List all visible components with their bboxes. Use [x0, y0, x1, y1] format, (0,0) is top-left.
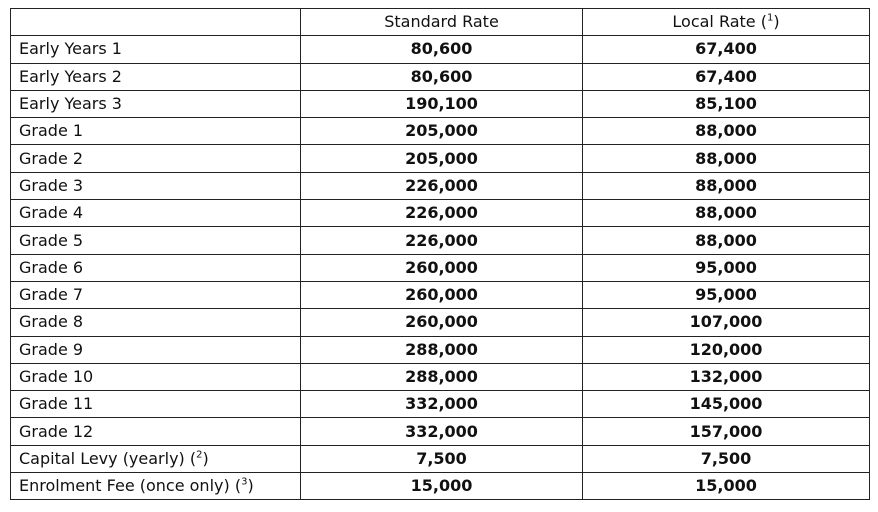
row-label-text: Grade 9	[19, 339, 84, 359]
standard-rate-cell: 205,000	[301, 145, 583, 172]
standard-rate-cell: 260,000	[301, 281, 583, 308]
standard-rate-cell: 332,000	[301, 391, 583, 418]
local-rate-cell: 88,000	[583, 145, 870, 172]
local-rate-cell: 67,400	[583, 63, 870, 90]
row-label-text: Enrolment Fee (once only)	[19, 476, 230, 496]
row-label-text: Grade 7	[19, 285, 84, 305]
header-row	[11, 9, 870, 36]
table-row	[11, 363, 870, 390]
standard-rate-cell: 80,600	[301, 63, 583, 90]
standard-rate-cell: 226,000	[301, 200, 583, 227]
row-label-text: Grade 12	[19, 421, 94, 441]
table-row	[11, 172, 870, 199]
standard-rate-cell: 7,500	[301, 445, 583, 472]
table-row	[11, 118, 870, 145]
row-label	[11, 63, 301, 90]
table-row	[11, 227, 870, 254]
row-label-text: Grade 11	[19, 394, 94, 414]
table-row	[11, 391, 870, 418]
header-blank-cell	[11, 9, 301, 36]
local-rate-cell: 107,000	[583, 309, 870, 336]
standard-rate-cell: 80,600	[301, 36, 583, 63]
local-rate-cell: 120,000	[583, 336, 870, 363]
standard-rate-cell: 260,000	[301, 309, 583, 336]
local-rate-cell: 88,000	[583, 200, 870, 227]
local-rate-cell: 88,000	[583, 227, 870, 254]
standard-rate-cell: 288,000	[301, 336, 583, 363]
table-row	[11, 254, 870, 281]
row-label	[11, 418, 301, 445]
table-row	[11, 418, 870, 445]
row-label: Enrolment Fee (once only) ($^3$)	[11, 473, 301, 500]
row-label	[11, 391, 301, 418]
header-local-label: Local Rate	[672, 12, 756, 32]
row-label	[11, 118, 301, 145]
table-row	[11, 200, 870, 227]
table-row	[11, 145, 870, 172]
standard-rate-cell: 205,000	[301, 118, 583, 145]
table-row	[11, 90, 870, 117]
row-label: Capital Levy (yearly) ($^2$)	[11, 445, 301, 472]
footnote-marker: 3	[241, 476, 248, 488]
local-rate-cell: 95,000	[583, 254, 870, 281]
row-label	[11, 172, 301, 199]
table-row	[11, 36, 870, 63]
local-rate-cell: 88,000	[583, 118, 870, 145]
table-row	[11, 473, 870, 500]
row-label-text: Grade 8	[19, 312, 84, 332]
table-row	[11, 445, 870, 472]
fee-table-body	[11, 36, 870, 500]
local-rate-cell: 157,000	[583, 418, 870, 445]
header-standard-label: Standard Rate	[384, 12, 499, 32]
row-label	[11, 36, 301, 63]
local-rate-cell: 95,000	[583, 281, 870, 308]
header-standard-rate	[301, 9, 583, 36]
fee-table	[10, 8, 870, 500]
row-label-text: Grade 1	[19, 121, 84, 141]
row-label	[11, 336, 301, 363]
row-label-text: Early Years 2	[19, 66, 122, 86]
local-rate-cell: 145,000	[583, 391, 870, 418]
fee-table-container	[10, 8, 870, 500]
row-label	[11, 363, 301, 390]
table-row	[11, 63, 870, 90]
table-row	[11, 336, 870, 363]
row-label	[11, 145, 301, 172]
standard-rate-cell: 190,100	[301, 90, 583, 117]
local-rate-cell: 67,400	[583, 36, 870, 63]
row-label-text: Capital Levy (yearly)	[19, 448, 185, 468]
row-label-text: Grade 2	[19, 148, 84, 168]
row-label-text: Grade 10	[19, 367, 94, 386]
row-label-text: Grade 6	[19, 257, 84, 277]
row-label	[11, 227, 301, 254]
standard-rate-cell: 15,000	[301, 473, 583, 500]
table-row	[11, 281, 870, 308]
footnote-marker: 1	[766, 12, 774, 24]
standard-rate-cell: 332,000	[301, 418, 583, 445]
footnote-marker: 2	[196, 449, 203, 461]
local-rate-cell: 15,000	[583, 473, 870, 500]
row-label	[11, 281, 301, 308]
table-row	[11, 309, 870, 336]
row-label-text: Grade 5	[19, 230, 84, 250]
row-label	[11, 309, 301, 336]
row-label-text: Grade 4	[19, 203, 84, 223]
row-label	[11, 90, 301, 117]
local-rate-cell: 7,500	[583, 445, 870, 472]
row-label-text: Grade 3	[19, 175, 84, 195]
local-rate-cell: 88,000	[583, 172, 870, 199]
standard-rate-cell: 288,000	[301, 363, 583, 390]
local-rate-cell: 85,100	[583, 90, 870, 117]
row-label-text: Early Years 1	[19, 39, 122, 59]
row-label	[11, 254, 301, 281]
row-label	[11, 200, 301, 227]
row-label-text: Early Years 3	[19, 94, 122, 114]
standard-rate-cell: 226,000	[301, 227, 583, 254]
standard-rate-cell: 260,000	[301, 254, 583, 281]
standard-rate-cell: 226,000	[301, 172, 583, 199]
header-local-rate: Local Rate ($^1$)	[583, 9, 870, 36]
local-rate-cell: 132,000	[583, 363, 870, 390]
